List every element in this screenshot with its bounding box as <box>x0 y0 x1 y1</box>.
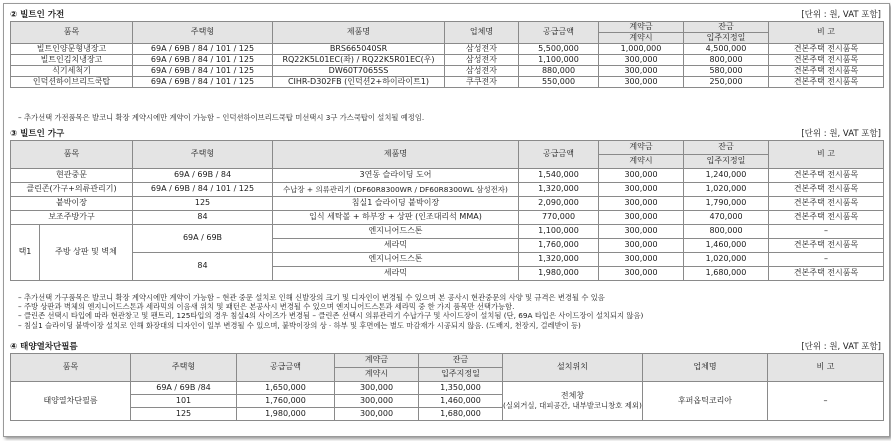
cell-product: CIHR-D302FB (인덕션2+하이라이트1) <box>273 77 445 88</box>
cell-balance: 1,460,000 <box>419 395 503 408</box>
cell-product: 3연동 슬라이딩 도어 <box>273 169 519 183</box>
cell-deposit: 300,000 <box>599 267 684 281</box>
cell-deposit: 300,000 <box>599 225 684 239</box>
cell-item: 클린존(가구+의류관리기) <box>11 183 133 197</box>
cell-deposit: 300,000 <box>599 211 684 225</box>
cell-remark: 견본주택 전시품목 <box>769 211 884 225</box>
cell-supply: 1,760,000 <box>519 239 599 253</box>
cell-supply: 880,000 <box>519 66 599 77</box>
cell-balance: 1,680,000 <box>684 267 769 281</box>
header-deposit: 계약금 <box>335 354 419 368</box>
note-line: – 주방 상판과 벽체의 엔지니어드스톤과 세라믹의 이음새 위치 및 패턴은 본공사시 변경될 수 있으며 엔지니어드스톤과 세라믹 중 한 가지 품목만 선택가능함. <box>18 302 515 312</box>
cell-balance: 1,790,000 <box>684 197 769 211</box>
table-row <box>11 253 884 267</box>
table-row <box>11 55 884 66</box>
header-maker: 업체명 <box>445 22 519 44</box>
cell-maker: 삼성전자 <box>445 66 519 77</box>
note-line: – 추가선택 가전품목은 발코니 확장 계약시에만 계약이 가능함 – 인덕션하이브리드쿡탑 미선택시 3구 가스쿡탑이 설치될 예정임. <box>18 113 425 122</box>
location-detail: (실외거실, 대피공간, 내부발코니창호 제외) <box>503 401 642 410</box>
table-row <box>11 211 884 225</box>
cell-deposit: 300,000 <box>599 77 684 88</box>
cell-supply: 2,090,000 <box>519 197 599 211</box>
cell-type: 69A / 69B /84 <box>131 382 237 395</box>
header-balance-sub: 입주지정일 <box>684 155 769 169</box>
cell-type: 84 <box>133 211 273 225</box>
cell-remark: – <box>769 253 884 267</box>
builtin-furniture-table <box>10 140 884 281</box>
header-product: 제품명 <box>273 141 519 169</box>
cell-item: 인덕션하이브리드쿡탑 <box>11 77 133 88</box>
header-supply: 공급금액 <box>519 22 599 44</box>
header-deposit-sub: 계약시 <box>599 155 684 169</box>
header-product: 제품명 <box>273 22 445 44</box>
furniture-notes <box>18 293 881 330</box>
cell-balance: 1,020,000 <box>684 183 769 197</box>
cell-remark: 견본주택 전시품목 <box>769 55 884 66</box>
section-title: ② 빌트인 가전 <box>10 10 65 20</box>
header-supply: 공급금액 <box>519 141 599 169</box>
cell-supply: 5,500,000 <box>519 44 599 55</box>
unit-label: [단위 : 원, VAT 포함] <box>801 342 881 352</box>
cell-remark: 견본주택 전시품목 <box>769 77 884 88</box>
header-deposit-sub: 계약시 <box>335 368 419 382</box>
cell-remark: 견본주택 전시품목 <box>769 66 884 77</box>
cell-supply: 1,100,000 <box>519 55 599 66</box>
cell-choice: 택1 <box>11 225 40 281</box>
cell-product: BRS665040SR <box>273 44 445 55</box>
header-balance: 잔금 <box>684 22 769 33</box>
header-remark: 비 고 <box>768 354 884 382</box>
cell-supply: 1,320,000 <box>519 253 599 267</box>
cell-balance: 580,000 <box>684 66 769 77</box>
cell-supply: 1,540,000 <box>519 169 599 183</box>
note-line: – 클린존 선택시 타입에 따라 현관창고 및 팬트리, 125타입의 경우 침실4의 사이즈가 변경됨 – 클린존 선택시 의류관리기 수납가구 및 사이드장이 설치됨 (단, 69A 타입은 사이드장이 설치되지 않음) <box>18 311 644 321</box>
header-balance: 잔금 <box>419 354 503 368</box>
cell-remark: 견본주택 전시품목 <box>769 169 884 183</box>
cell-type: 125 <box>133 197 273 211</box>
cell-maker: 쿠쿠전자 <box>445 77 519 88</box>
header-balance-sub: 입주지정일 <box>684 33 769 44</box>
cell-maker: 삼성전자 <box>445 44 519 55</box>
header-deposit-sub: 계약시 <box>599 33 684 44</box>
cell-type: 84 <box>133 253 273 281</box>
header-maker: 업체명 <box>643 354 768 382</box>
cell-product: 세라믹 <box>273 239 519 253</box>
cell-item: 태양열차단필름 <box>11 382 131 421</box>
builtin-appliances-table <box>10 21 884 88</box>
cell-maker: 후퍼옵틱코리아 <box>643 382 768 421</box>
cell-type: 69A / 69B <box>133 225 273 253</box>
header-item: 품목 <box>11 354 131 382</box>
solar-film-table <box>10 353 884 421</box>
cell-type: 69A / 69B / 84 / 101 / 125 <box>133 183 273 197</box>
cell-supply: 550,000 <box>519 77 599 88</box>
cell-product: 엔지니어드스톤 <box>273 225 519 239</box>
cell-deposit: 300,000 <box>335 395 419 408</box>
table-row <box>11 197 884 211</box>
table-row <box>11 183 884 197</box>
cell-remark: 견본주택 전시품목 <box>769 239 884 253</box>
section-builtin-appliances-header <box>10 7 883 20</box>
note-line: – 침실1 슬라이딩 붙박이장 설치로 인해 화장대의 디자인이 일부 변경될 수 있으며, 붙박이장의 상 · 하부 및 후면에는 별도 마감재가 시공되지 않음. (도배지, 천장지, 걸레받이 등) <box>18 320 581 330</box>
table-row <box>11 225 884 239</box>
cell-deposit: 1,000,000 <box>599 44 684 55</box>
cell-item: 보조주방가구 <box>11 211 133 225</box>
cell-item: 빌트인김치냉장고 <box>11 55 133 66</box>
header-type: 주택형 <box>133 22 273 44</box>
options-document <box>3 3 890 437</box>
header-supply: 공급금액 <box>237 354 335 382</box>
cell-type: 69A / 69B / 84 / 101 / 125 <box>133 66 273 77</box>
cell-item: 현관중문 <box>11 169 133 183</box>
note-line: – 추가선택 가구품목은 발코니 확장 계약시에만 계약이 가능함 – 현관 중문 설치로 인해 신발장의 크기 및 디자인이 변경될 수 있으며 본 공사시 현관중문의 사양 및 규격은 변경될 수 있음 <box>18 293 605 302</box>
unit-label: [단위 : 원, VAT 포함] <box>801 10 881 20</box>
cell-remark: – <box>768 382 884 421</box>
section-title: ③ 빌트인 가구 <box>10 129 65 139</box>
cell-balance: 250,000 <box>684 77 769 88</box>
cell-product: DW60T7065SS <box>273 66 445 77</box>
cell-deposit: 300,000 <box>335 382 419 395</box>
cell-location <box>503 382 643 421</box>
cell-remark: 견본주택 전시품목 <box>769 267 884 281</box>
cell-supply: 1,650,000 <box>237 382 335 395</box>
cell-item: 주방 상판 및 벽체 <box>40 225 133 281</box>
cell-balance: 1,460,000 <box>684 239 769 253</box>
cell-type: 69A / 69B / 84 / 101 / 125 <box>133 77 273 88</box>
header-location: 설치위치 <box>503 354 643 382</box>
table-row <box>11 77 884 88</box>
cell-maker: 삼성전자 <box>445 55 519 66</box>
cell-deposit: 300,000 <box>599 169 684 183</box>
cell-product: 침실1 슬라이딩 붙박이장 <box>273 197 519 211</box>
cell-deposit: 300,000 <box>599 183 684 197</box>
cell-balance: 800,000 <box>684 55 769 66</box>
cell-balance: 1,240,000 <box>684 169 769 183</box>
cell-balance: 1,680,000 <box>419 408 503 421</box>
header-deposit: 계약금 <box>599 141 684 155</box>
cell-balance: 1,020,000 <box>684 253 769 267</box>
section-title: ④ 태양열차단필름 <box>10 342 78 352</box>
table-row <box>11 44 884 55</box>
cell-remark: 견본주택 전시품목 <box>769 44 884 55</box>
unit-label: [단위 : 원, VAT 포함] <box>801 129 881 139</box>
table-row <box>11 66 884 77</box>
table-row <box>11 382 884 395</box>
cell-deposit: 300,000 <box>599 239 684 253</box>
cell-item: 붙박이장 <box>11 197 133 211</box>
table-row <box>11 169 884 183</box>
cell-item: 빌트인양문형냉장고 <box>11 44 133 55</box>
cell-product: RQ22K5L01EC(좌) / RQ22K5R01EC(우) <box>273 55 445 66</box>
section-builtin-furniture-header <box>10 126 883 139</box>
header-type: 주택형 <box>131 354 237 382</box>
cell-supply: 1,320,000 <box>519 183 599 197</box>
header-type: 주택형 <box>133 141 273 169</box>
header-remark: 비 고 <box>769 22 884 44</box>
cell-remark: – <box>769 225 884 239</box>
header-balance-sub: 입주지정일 <box>419 368 503 382</box>
cell-type: 101 <box>131 395 237 408</box>
cell-balance: 1,350,000 <box>419 382 503 395</box>
cell-deposit: 300,000 <box>599 253 684 267</box>
cell-supply: 1,100,000 <box>519 225 599 239</box>
cell-type: 125 <box>131 408 237 421</box>
section-film-header <box>10 339 883 352</box>
header-deposit: 계약금 <box>599 22 684 33</box>
cell-type: 69A / 69B / 84 <box>133 169 273 183</box>
header-item: 품목 <box>11 22 133 44</box>
cell-deposit: 300,000 <box>599 55 684 66</box>
cell-deposit: 300,000 <box>335 408 419 421</box>
cell-type: 69A / 69B / 84 / 101 / 125 <box>133 55 273 66</box>
location-main: 전체창 <box>560 391 585 400</box>
cell-deposit: 300,000 <box>599 66 684 77</box>
cell-supply: 1,980,000 <box>519 267 599 281</box>
cell-product: 수납장 + 의류관리기 (DF60R8300WR / DF60R8300WL 삼성전자) <box>273 183 519 197</box>
cell-balance: 470,000 <box>684 211 769 225</box>
cell-balance: 4,500,000 <box>684 44 769 55</box>
cell-supply: 770,000 <box>519 211 599 225</box>
cell-product: 입식 세탁볼 + 하부장 + 상판 (인조대리석 MMA) <box>273 211 519 225</box>
cell-product: 세라믹 <box>273 267 519 281</box>
header-item: 품목 <box>11 141 133 169</box>
cell-item: 식기세척기 <box>11 66 133 77</box>
header-remark: 비 고 <box>769 141 884 169</box>
cell-deposit: 300,000 <box>599 197 684 211</box>
cell-supply: 1,760,000 <box>237 395 335 408</box>
cell-supply: 1,980,000 <box>237 408 335 421</box>
cell-balance: 800,000 <box>684 225 769 239</box>
cell-remark: 견본주택 전시품목 <box>769 197 884 211</box>
cell-type: 69A / 69B / 84 / 101 / 125 <box>133 44 273 55</box>
appliance-notes <box>18 113 881 122</box>
header-balance: 잔금 <box>684 141 769 155</box>
cell-remark: 견본주택 전시품목 <box>769 183 884 197</box>
cell-product: 엔지니어드스톤 <box>273 253 519 267</box>
